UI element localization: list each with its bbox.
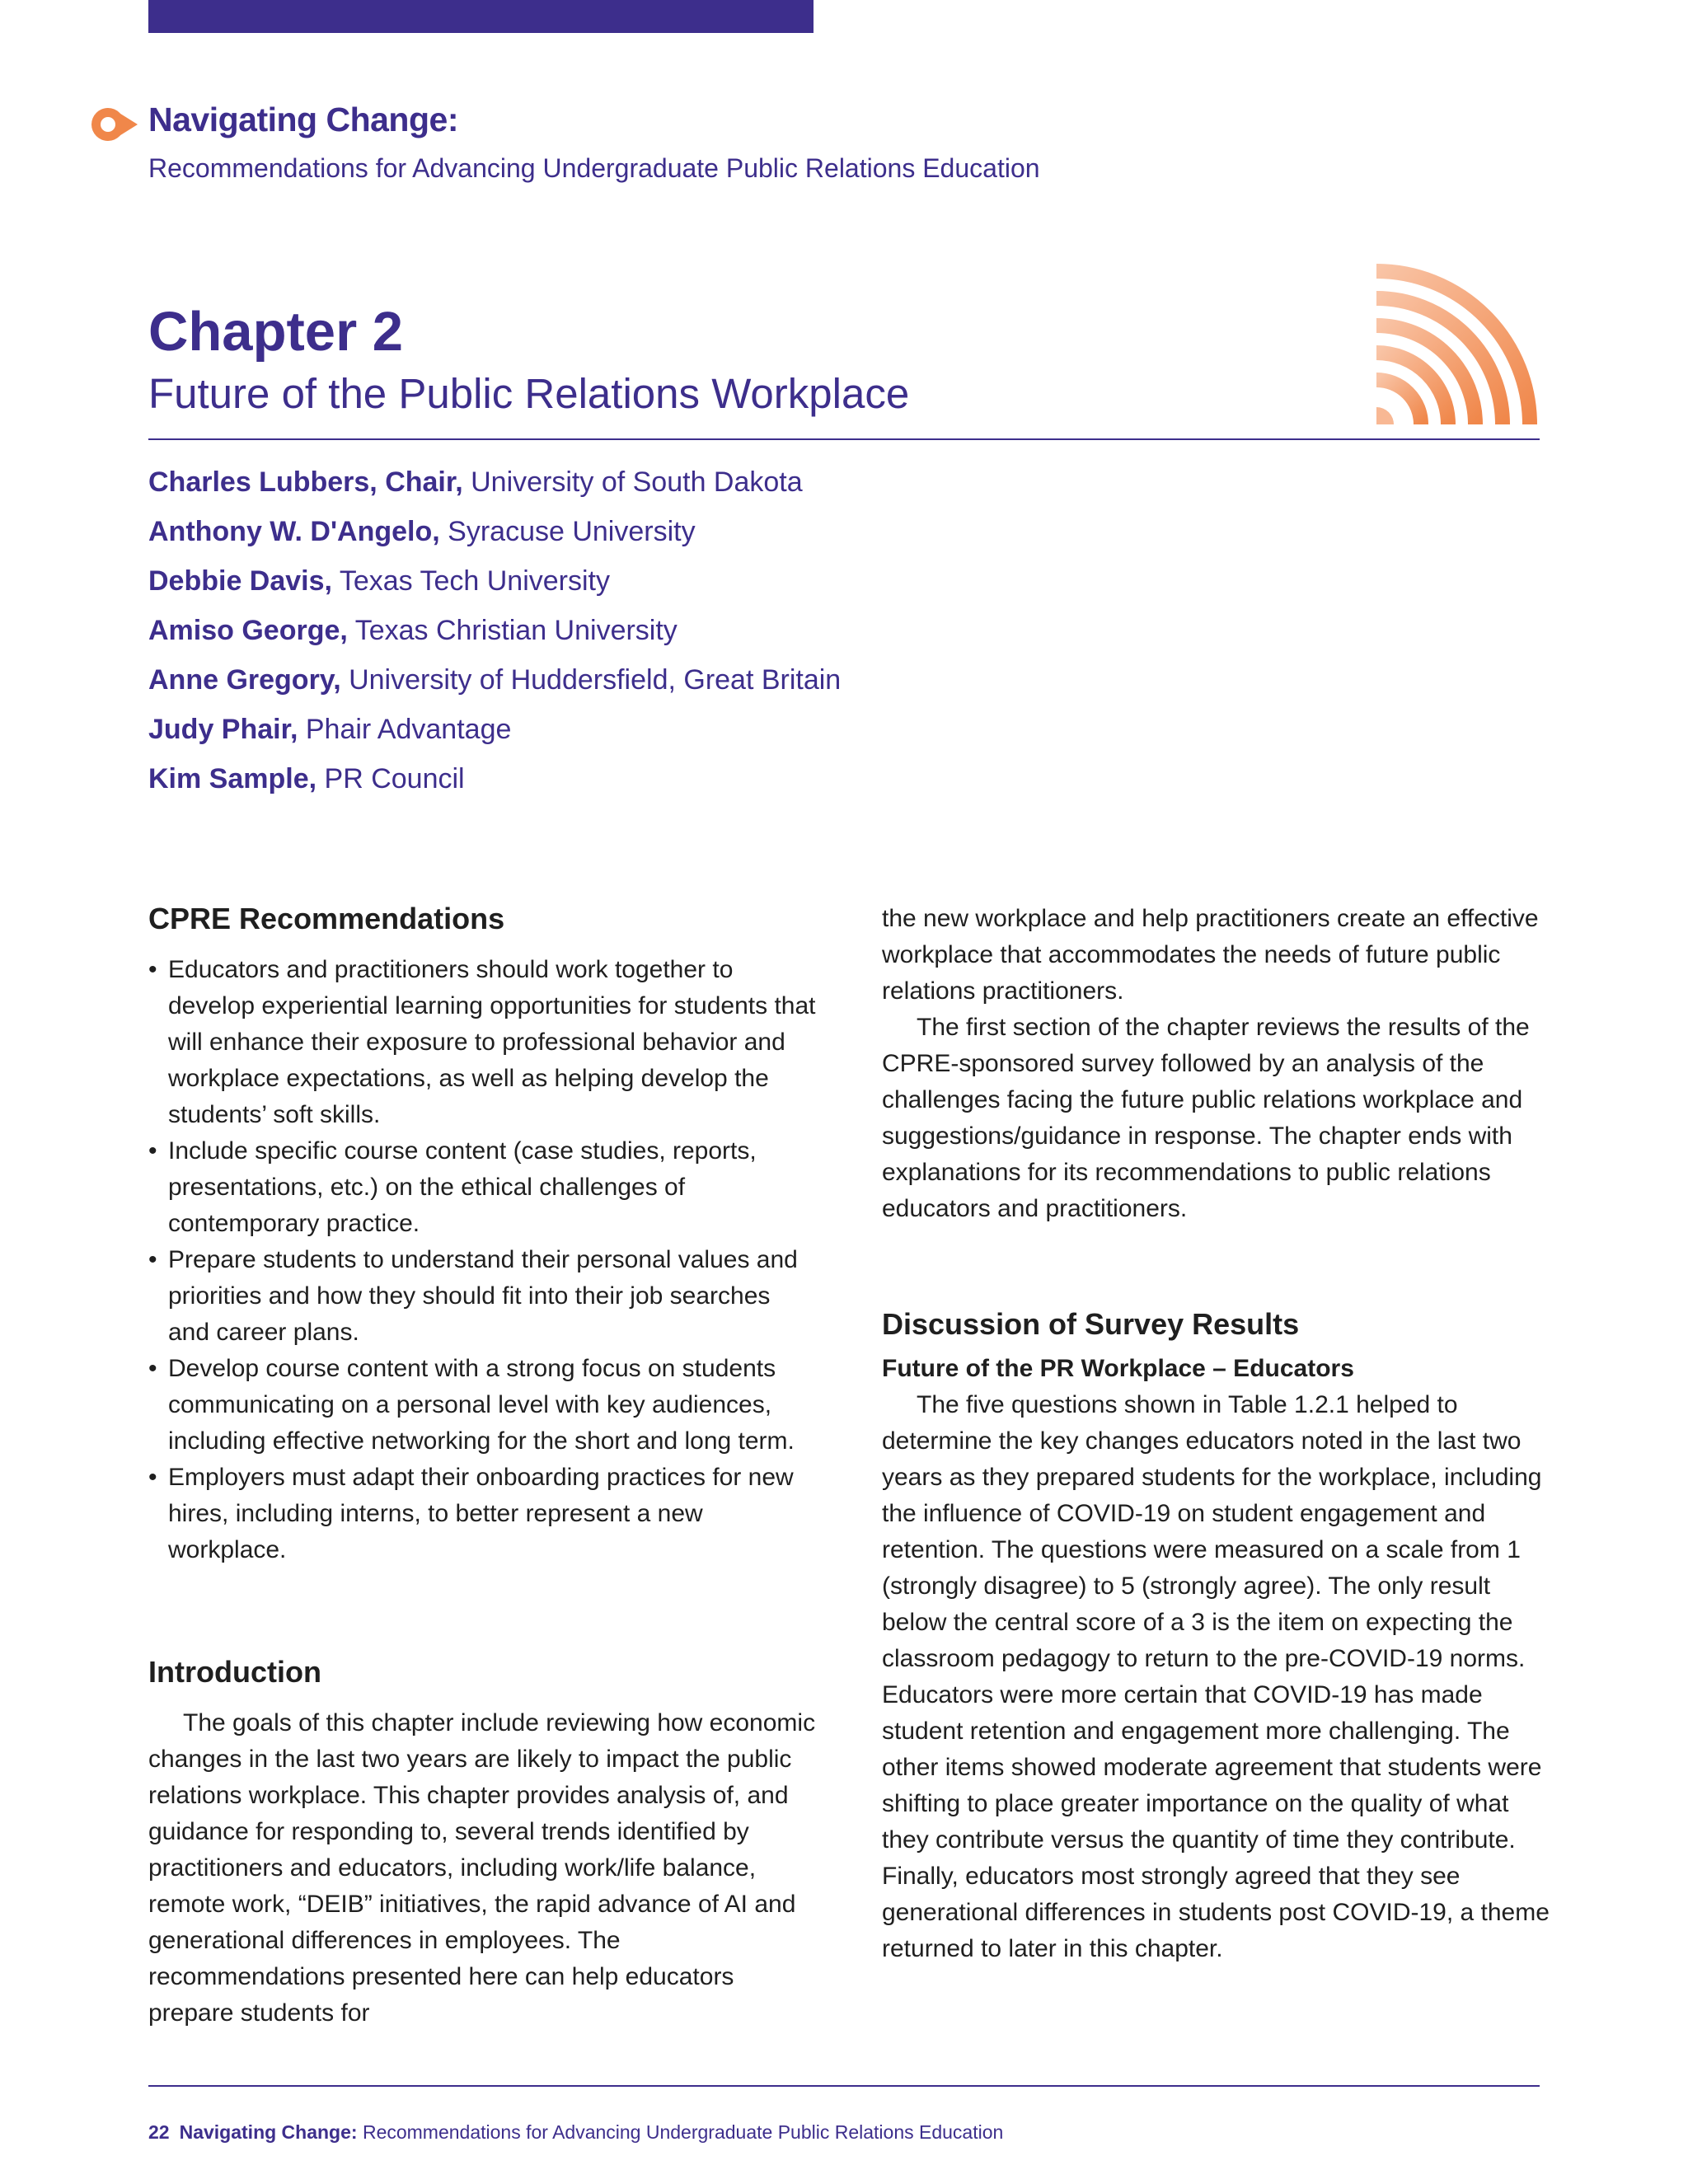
footer-title: Navigating Change:: [179, 2121, 358, 2143]
author-item: [148, 464, 841, 513]
author-name: Amiso George,: [148, 615, 348, 646]
author-name: Debbie Davis,: [148, 565, 332, 597]
left-column: [148, 901, 816, 2032]
author-item: [148, 513, 841, 563]
list-item: [148, 1133, 816, 1242]
list-item: [148, 1242, 816, 1351]
series-subtitle: Recommendations for Advancing Undergraduate Public Relations Education: [148, 153, 1040, 183]
author-name: Anne Gregory,: [148, 664, 341, 696]
chapter-divider: [148, 438, 1540, 440]
author-affiliation: Texas Tech University: [339, 565, 610, 597]
discussion-subheading: Future of the PR Workplace – Educators: [882, 1355, 1354, 1382]
right-column: [882, 901, 1550, 1967]
author-affiliation: Texas Christian University: [354, 615, 678, 646]
top-color-bar: [148, 0, 814, 33]
introduction-paragraph: The goals of this chapter include reviewing how economic changes in the last two years are likely to impact the public relations workplace. This chapter provides analysis of, and guidance for responding to, several trends identified by practitioners and educators, including work/life balance, remote work, “DEIB” initiatives, the rapid advance of AI and generational differences in employees. The recommendations presented here can help educators prepare students for: [148, 1709, 816, 2027]
recommendation-text: Include specific course content (case studies, reports, presentations, etc.) on the ethical challenges of contemporary practice.: [168, 1137, 757, 1237]
navigating-change-logo-icon: [85, 104, 139, 145]
author-affiliation: PR Council: [324, 763, 465, 794]
bullet-icon: •: [148, 1246, 157, 1273]
chapter-title: Future of the Public Relations Workplace: [148, 370, 910, 417]
author-item: [148, 612, 841, 662]
discussion-heading: Discussion of Survey Results: [882, 1307, 1300, 1341]
discussion-paragraph: The five questions shown in Table 1.2.1 helped to determine the key changes educators noted in the last two years as they prepared students for the workplace, including the influence of COVID-19 on student engagement and retention. The questions were measured on a scale from 1 (strongly disagree) to 5 (strongly agree). The only result below the central score of a 3 is the item on expecting the classroom pedagogy to return to the pre-COVID-19 norms. Educators were more certain that COVID-19 has made student retention and engagement more challenging. The other items showed moderate agreement that students were shifting to place greater importance on the quality of what they contribute versus the quantity of time they contribute. Finally, educators most strongly agreed that they see generational differences in students post COVID-19, a theme returned to later in this chapter.: [882, 1391, 1550, 1962]
bullet-icon: •: [148, 1464, 157, 1491]
author-affiliation: Phair Advantage: [305, 714, 512, 745]
author-name: Charles Lubbers, Chair,: [148, 466, 463, 498]
author-name: Kim Sample,: [148, 763, 317, 794]
recommendation-text: Employers must adapt their onboarding practices for new hires, including interns, to better represent a new workplace.: [168, 1464, 794, 1563]
author-affiliation: Syracuse University: [448, 516, 696, 547]
author-name: Judy Phair,: [148, 714, 298, 745]
author-item: [148, 761, 841, 810]
bullet-icon: •: [148, 956, 157, 983]
chapter-label: Chapter 2: [148, 301, 404, 363]
author-list: [148, 464, 841, 810]
introduction-paragraph-continued: the new workplace and help practitioners create an effective workplace that accommodates the needs of future public relations practitioners.: [882, 905, 1539, 1005]
page-number: 22: [148, 2121, 170, 2143]
author-name: Anthony W. D'Angelo,: [148, 516, 440, 547]
recommendation-text: Educators and practitioners should work together to develop experiential learning opportunities for students that will enhance their exposure to professional behavior and workplace expectations, as well as helping develop the students’ soft skills.: [168, 956, 816, 1128]
author-item: [148, 662, 841, 711]
recommendation-text: Develop course content with a strong focus on students communicating on a personal level with key audiences, including effective networking for the short and long term.: [168, 1355, 795, 1455]
introduction-paragraph-2: The first section of the chapter reviews the results of the CPRE-sponsored survey followed by an analysis of the challenges facing the future public relations workplace and suggestions/guidance in response. The chapter ends with explanations for its recommendations to public relations educators and practitioners.: [882, 1014, 1530, 1222]
introduction-heading: Introduction: [148, 1655, 321, 1689]
author-item: [148, 711, 841, 761]
author-affiliation: University of South Dakota: [471, 466, 803, 498]
recommendations-list: [148, 952, 816, 1568]
author-item: [148, 563, 841, 612]
bullet-icon: •: [148, 1355, 157, 1382]
list-item: [148, 1460, 816, 1568]
footer-divider: [148, 2085, 1540, 2087]
recommendations-heading: CPRE Recommendations: [148, 902, 505, 935]
list-item: [148, 952, 816, 1133]
bullet-icon: •: [148, 1137, 157, 1165]
recommendation-text: Prepare students to understand their personal values and priorities and how they should fit into their job searches and career plans.: [168, 1246, 798, 1346]
list-item: [148, 1351, 816, 1460]
series-title: Navigating Change:: [148, 101, 458, 138]
author-affiliation: University of Huddersfield, Great Britain: [349, 664, 842, 696]
signal-arcs-icon: [1376, 264, 1537, 424]
footer-subtitle: Recommendations for Advancing Undergraduate Public Relations Education: [362, 2121, 1004, 2143]
page-footer: [148, 2121, 1003, 2144]
